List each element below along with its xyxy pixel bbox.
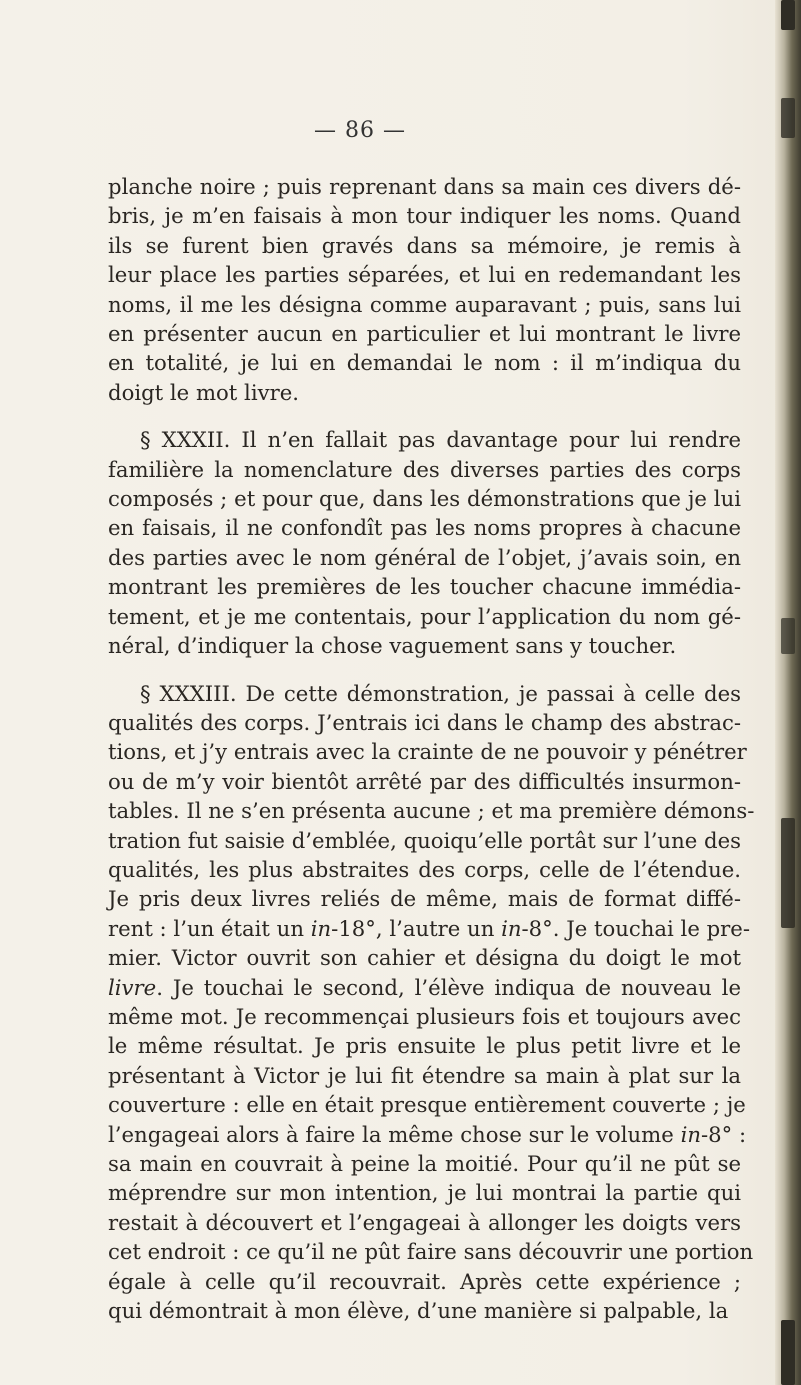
text-line: qualités, les plus abstraites des corps, celle de l’étendue.: [108, 856, 741, 882]
text-line: en faisais, il ne confondît pas les noms propres à chacune: [108, 515, 741, 541]
text-line: sa main en couvrait à peine la moitié. Pour qu’il ne pût se: [108, 1151, 741, 1176]
text-line: composés ; et pour que, dans les démonstrations que je lui: [108, 486, 741, 512]
spine-shadow: [781, 1320, 795, 1385]
text-line: Je pris deux livres reliés de même, mais de format diffé-: [108, 886, 741, 912]
text-line: tables. Il ne s’en présenta aucune ; et ma première démons-: [108, 798, 755, 824]
paragraph-2: [108, 425, 741, 660]
text-line: ou de m’y voir bientôt arrêté par des difficultés insurmon-: [108, 768, 741, 794]
text-line: livre. Je touchai le second, l’élève indiqua de nouveau le: [108, 974, 741, 1000]
text-line: qui démontrait à mon élève, d’une manière si palpable, la: [108, 1298, 729, 1324]
text-line: égale à celle qu’il recouvrait. Après cette expérience ;: [108, 1268, 741, 1294]
text-line: tions, et j’y entrais avec la crainte de ne pouvoir y pénétrer: [108, 739, 747, 765]
text-line: montrant les premières de les toucher chacune immédia-: [108, 574, 741, 600]
spine-shadow: [781, 98, 795, 138]
text-line: mier. Victor ouvrit son cahier et désigna du doigt le mot: [108, 945, 741, 971]
text-line: rent : l’un était un in-18°, l’autre un in-8°. Je touchai le pre-: [108, 915, 750, 941]
book-spine-edge: [775, 0, 801, 1385]
text-line: en présenter aucun en particulier et lui montrant le livre: [108, 321, 741, 347]
text-line: tement, et je me contentais, pour l’application du nom gé-: [108, 603, 741, 629]
text-line: restait à découvert et l’engageai à allonger les doigts vers: [108, 1209, 741, 1235]
text-line: couverture : elle en était presque entièrement couverte ; je: [108, 1092, 746, 1118]
text-line: qualités des corps. J’entrais ici dans le champ des abstrac-: [108, 709, 741, 735]
text-line: doigt le mot livre.: [108, 379, 299, 405]
page-number: — 86 —: [314, 118, 406, 143]
text-line: § XXXIII. De cette démonstration, je passai à celle des: [140, 680, 741, 706]
text-line: cet endroit : ce qu’il ne pût faire sans découvrir une portion: [108, 1239, 754, 1265]
text-line: le même résultat. Je pris ensuite le plus petit livre et le: [108, 1033, 741, 1059]
spine-shadow: [781, 618, 795, 654]
paragraph-1: [108, 172, 741, 407]
text-line: § XXXII. Il n’en fallait pas davantage pour lui rendre: [140, 427, 741, 453]
body-text: [108, 172, 755, 1325]
text-line: méprendre sur mon intention, je lui montrai la partie qui: [108, 1180, 741, 1206]
spine-shadow: [781, 818, 795, 928]
text-line: en totalité, je lui en demandai le nom : il m’indiqua du: [108, 350, 741, 376]
text-line: familière la nomenclature des diverses parties des corps: [108, 456, 741, 482]
spine-shadow: [781, 0, 795, 30]
text-line: leur place les parties séparées, et lui en redemandant les: [108, 262, 741, 288]
text-line: même mot. Je recommençai plusieurs fois et toujours avec: [108, 1003, 741, 1029]
text-line: des parties avec le nom général de l’objet, j’avais soin, en: [108, 544, 741, 570]
text-line: bris, je m’en faisais à mon tour indiquer les noms. Quand: [108, 203, 741, 229]
text-line: néral, d’indiquer la chose vaguement sans y toucher.: [108, 633, 677, 659]
text-line: noms, il me les désigna comme auparavant ; puis, sans lui: [108, 291, 741, 317]
text-line: planche noire ; puis reprenant dans sa main ces divers dé-: [108, 174, 741, 199]
paragraph-3: [108, 679, 755, 1326]
text-line: présentant à Victor je lui fit étendre sa main à plat sur la: [108, 1062, 741, 1088]
text-line: ils se furent bien gravés dans sa mémoire, je remis à: [108, 232, 741, 258]
text-line: tration fut saisie d’emblée, quoiqu’elle portât sur l’une des: [108, 827, 741, 853]
text-line: l’engageai alors à faire la même chose sur le volume in-8° :: [108, 1121, 747, 1147]
